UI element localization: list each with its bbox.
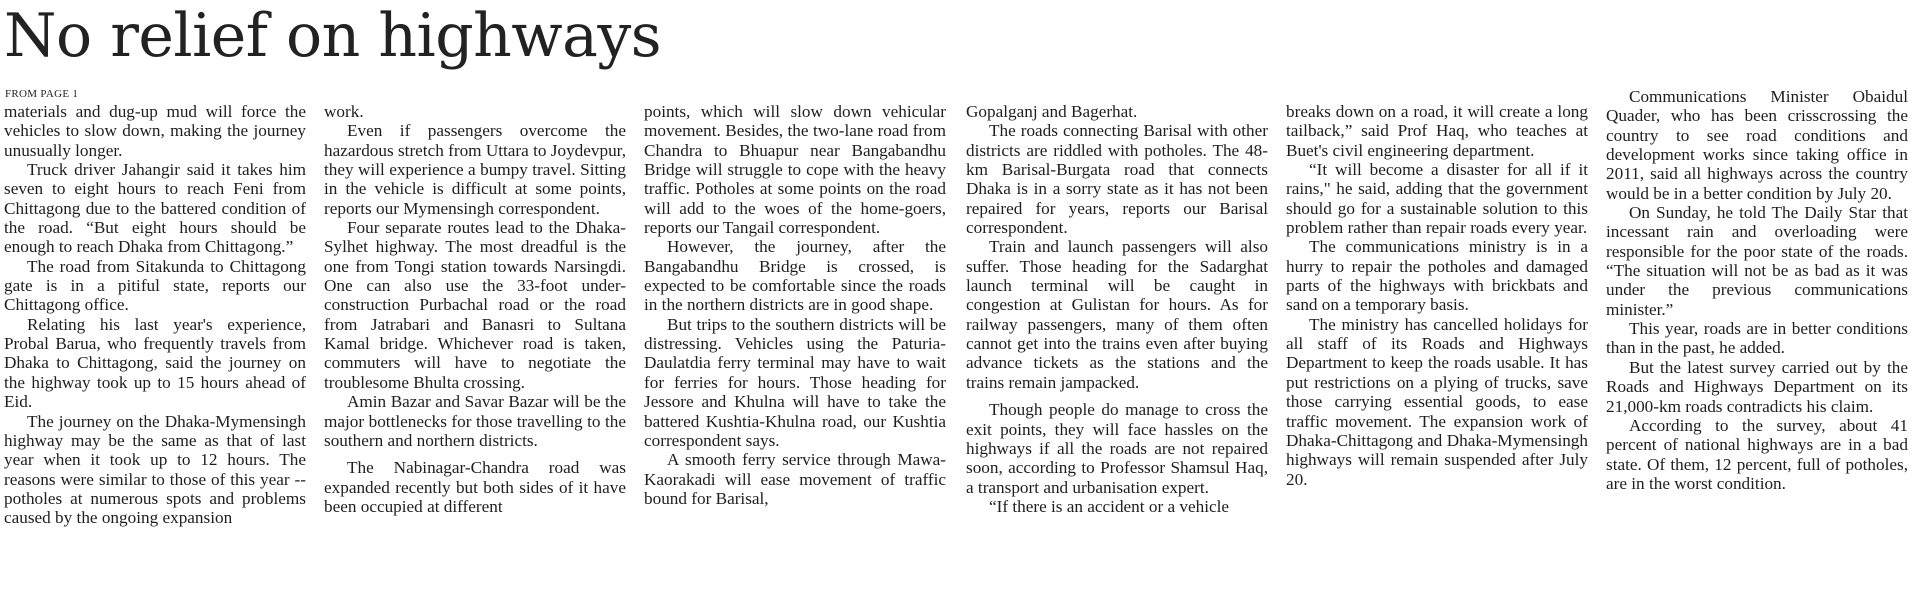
paragraph: Truck driver Jahangir said it takes him seven to eight hours to reach Feni from Chittagong due to the battered condition of the road. “But eight hours should be enough to reach Dhaka from Chittagong.” bbox=[4, 160, 306, 257]
paragraph: But trips to the southern districts will be distressing. Vehicles using the Paturia-Daulatdia ferry terminal may have to wait for ferries for hours. Those heading for Jessore and Khulna will have to take the battered Kushtia-Khulna road, our Kushtia correspondent says. bbox=[644, 314, 946, 450]
paragraph: Communications Minister Obaidul Quader, who has been crisscrossing the country to see road conditions and development works since taking office in 2011, said all highways across the country would be in a better condition by July 20. bbox=[1606, 87, 1908, 203]
paragraph: The communications ministry is in a hurry to repair the potholes and damaged parts of the highways with brickbats and sand on a temporary basis. bbox=[1286, 237, 1588, 315]
paragraph: But the latest survey carried out by the Roads and Highways Department on its 21,000-km roads contradicts his claim. bbox=[1606, 357, 1908, 416]
article-column-6 bbox=[1606, 87, 1908, 610]
paragraph: Relating his last year's experience, Probal Barua, who frequently travels from Dhaka to Chittagong, said the journey on the highway took up to 15 hours ahead of Eid. bbox=[4, 314, 306, 412]
headline: No relief on highways bbox=[4, 1, 662, 71]
paragraph: “It will become a disaster for all if it rains," he said, adding that the government should go for a sustainable solution to this problem rather than repair roads every year. bbox=[1286, 160, 1588, 238]
article-column-3 bbox=[644, 102, 946, 610]
paragraph: Train and launch passengers will also suffer. Those heading for the Sadarghat launch terminal will be caught in congestion at Gulistan for hours. As for railway passengers, many of them often cannot get into the trains even after buying advance tickets as the stations and the trains remain jampacked. bbox=[966, 237, 1268, 392]
paragraph: “If there is an accident or a vehicle bbox=[989, 496, 1230, 516]
paragraph: The roads connecting Barisal with other districts are riddled with potholes. The 48-km Barisal-Burgata road that connects Dhaka is in a sorry state as it has not been repaired for years, reports our Barisal correspondent. bbox=[966, 121, 1268, 238]
paragraph: On Sunday, he told The Daily Star that incessant rain and overloading were responsible for the poor state of the roads. “The situation will not be as bad as it was under the previous communications minister.” bbox=[1606, 203, 1908, 319]
paragraph: Amin Bazar and Savar Bazar will be the major bottlenecks for those travelling to the southern and northern districts. bbox=[324, 392, 626, 450]
paragraph: Four separate routes lead to the Dhaka-Sylhet highway. The most dreadful is the one from Tongi station towards Narsingdi. One can also use the 33-foot under-construction Purbachal road or the road from Jatrabari and Banasri to Sultana Kamal bridge. Whichever road is taken, commuters will have to negotiate the troublesome Bhulta crossing. bbox=[324, 218, 626, 392]
article-column-1 bbox=[4, 102, 306, 610]
paragraph: The road from Sitakunda to Chittagong gate is in a pitiful state, reports our Chittagong office. bbox=[4, 256, 306, 315]
paragraph: This year, roads are in better conditions than in the past, he added. bbox=[1606, 319, 1908, 358]
continuation-kicker: FROM PAGE 1 bbox=[5, 88, 79, 100]
paragraph: materials and dug-up mud will force the vehicles to slow down, making the journey unusually longer. bbox=[4, 102, 306, 160]
paragraph: work. bbox=[324, 102, 364, 121]
paragraph: points, which will slow down vehicular movement. Besides, the two-lane road from Chandra to Bhuapur near Bangabandhu Bridge will struggle to cope with the heavy traffic. Potholes at some points on the road will add to the woes of the home-goers, reports our Tangail correspondent. bbox=[644, 102, 946, 238]
paragraph: breaks down on a road, it will create a long tailback,” said Prof Haq, who teaches at Buet's civil engineering department. bbox=[1286, 102, 1588, 160]
article-column-5 bbox=[1286, 102, 1588, 610]
paragraph: A smooth ferry service through Mawa-Kaorakadi will ease movement of traffic bound for Barisal, bbox=[644, 450, 946, 508]
article-column-4 bbox=[966, 102, 1268, 610]
article-column-2 bbox=[324, 102, 626, 610]
paragraph: Though people do manage to cross the exit points, they will face hassles on the highways if all the roads are not repaired soon, according to Professor Shamsul Haq, a transport and urbanisation expert. bbox=[966, 400, 1268, 497]
paragraph: However, the journey, after the Bangabandhu Bridge is crossed, is expected to be comfortable since the roads in the northern districts are in good shape. bbox=[644, 237, 946, 315]
paragraph: The ministry has cancelled holidays for all staff of its Roads and Highways Department to keep the roads usable. It has put restrictions on a plying of trucks, save those carrying essential goods, to ease traffic movement. The expansion work of Dhaka-Chittagong and Dhaka-Mymensingh highways will remain suspended after July 20. bbox=[1286, 314, 1588, 489]
paragraph: Even if passengers overcome the hazardous stretch from Uttara to Joydevpur, they will experience a bumpy travel. Sitting in the vehicle is difficult at some points, reports our Mymensingh correspondent. bbox=[324, 121, 626, 218]
paragraph: The journey on the Dhaka-Mymensingh highway may be the same as that of last year when it took up to 12 hours. The reasons were similar to those of this year -- potholes at numerous spots and problems caused by the ongoing expansion bbox=[4, 411, 306, 528]
paragraph: According to the survey, about 41 percent of national highways are in a bad state. Of them, 12 percent, full of potholes, are in the worst condition. bbox=[1606, 415, 1908, 493]
paragraph: The Nabinagar-Chandra road was expanded recently but both sides of it have been occupied at different bbox=[324, 458, 626, 516]
paragraph: Gopalganj and Bagerhat. bbox=[966, 102, 1138, 121]
